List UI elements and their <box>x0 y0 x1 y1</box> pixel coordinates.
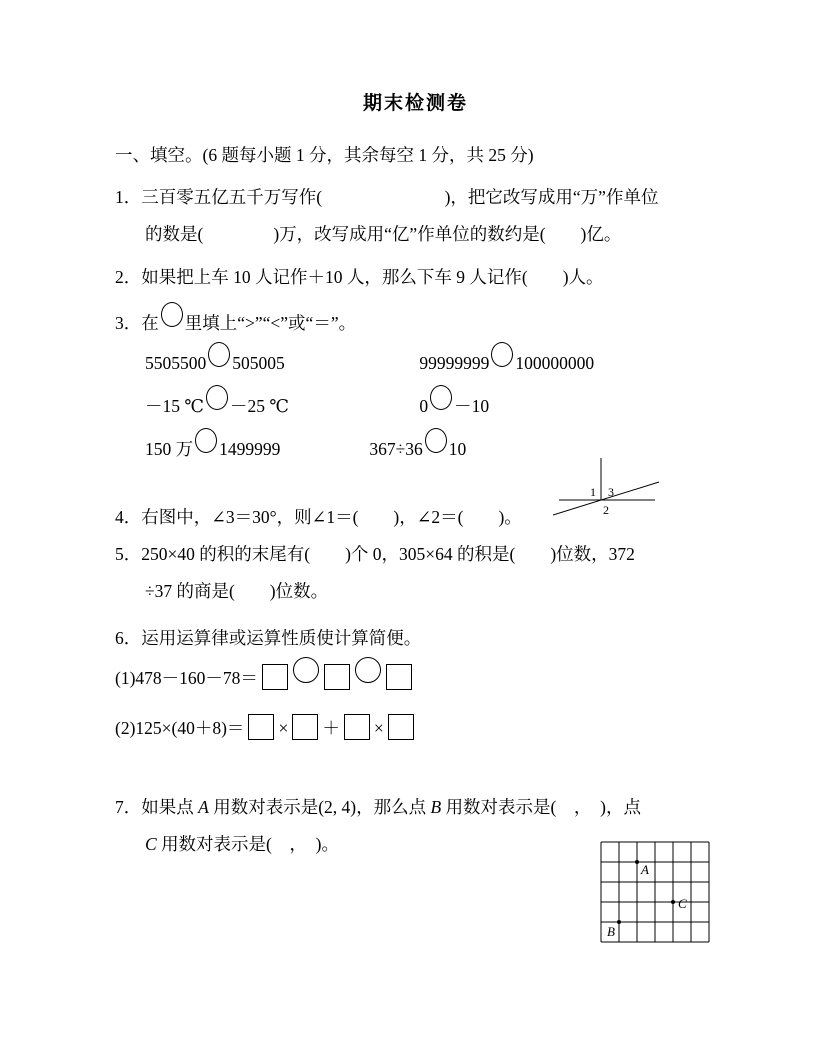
angle-figure <box>553 452 661 528</box>
q3-row1-left <box>145 342 415 385</box>
q3-r3-ra: 367÷36 <box>369 439 423 459</box>
q1-line2: 的数是( )万，改写成用“亿”作单位的数约是( )亿。 <box>145 224 622 244</box>
grid-point-c-label: C <box>678 896 687 911</box>
point-c-label: C <box>145 834 157 854</box>
compare-circle-blank <box>208 342 230 367</box>
grid-lines <box>601 842 709 942</box>
q2-line1: 2．如果把上车 10 人记作＋10 人，那么下车 9 人记作( )人。 <box>115 267 604 287</box>
q7-seg1: 7．如果点 <box>115 797 199 817</box>
operator-circle <box>293 657 319 683</box>
q1-line1: 1．三百零五亿五千万写作( )，把它改写成用“万”作单位 <box>115 187 659 207</box>
compare-circle-blank <box>206 385 228 410</box>
q3-intro-text-b: 里填上“>”“<”或“＝”。 <box>184 313 357 333</box>
q3-row-1 <box>145 342 716 385</box>
q3-row3-left <box>145 428 365 471</box>
q3-r1-ra: 99999999 <box>419 353 490 373</box>
q3-r1-lb: 505005 <box>232 353 285 373</box>
question-1 <box>115 179 716 253</box>
q6-expression-2 <box>115 707 716 749</box>
q7-seg2: 用数对表示是(2, 4)，那么点 <box>208 797 431 817</box>
q3-r3-rb: 10 <box>448 439 467 459</box>
compare-circle-blank <box>195 428 217 453</box>
point-a-label: A <box>198 797 209 817</box>
q6-heading: 6．运用运算律或运算性质使计算简便。 <box>115 628 422 648</box>
q6-expr2-op3: × <box>373 718 384 738</box>
q3-r3-la: 150 万 <box>145 439 194 459</box>
q6-expression-1 <box>115 657 716 699</box>
q7-seg3: 用数对表示是( ， )，点 <box>441 797 641 817</box>
q3-intro-text-a: 3．在 <box>115 313 159 333</box>
q3-r3-lb: 1499999 <box>219 439 281 459</box>
q3-row2-left <box>145 385 415 428</box>
question-3 <box>115 302 716 471</box>
section-heading: 一、填空。(6 题每小题 1 分，其余每空 1 分，共 25 分) <box>115 145 534 165</box>
q3-intro <box>115 302 716 342</box>
q5-line2: ÷37 的商是( )位数。 <box>145 581 329 601</box>
grid-point-b-label: B <box>607 924 615 939</box>
answer-box <box>324 664 350 690</box>
answer-box <box>344 714 370 740</box>
q6-expr2-prefix: (2)125×(40＋8)＝ <box>115 718 245 738</box>
coordinate-grid-figure <box>598 840 712 946</box>
q3-row2-right <box>419 396 489 416</box>
q3-row3-right <box>369 439 466 459</box>
angle-2-label: 2 <box>603 503 609 517</box>
compare-circle-blank <box>430 385 452 410</box>
compare-circle-blank <box>161 302 183 327</box>
q7-line2-rest: 用数对表示是( ， )。 <box>156 834 339 854</box>
q3-r1-la: 5505500 <box>145 353 207 373</box>
q3-r2-ra: 0 <box>419 396 429 416</box>
answer-box <box>388 714 414 740</box>
q3-row1-right <box>419 353 594 373</box>
q3-r1-rb: 100000000 <box>515 353 595 373</box>
q4-line1: 4．右图中，∠3＝30°，则∠1＝( )，∠2＝( )。 <box>115 507 522 527</box>
operator-circle <box>355 657 381 683</box>
q3-r2-lb: －25 ℃ <box>229 396 289 416</box>
q3-r2-la: －15 ℃ <box>145 396 204 416</box>
point-b-label: B <box>430 797 442 817</box>
point-b-dot <box>617 920 621 924</box>
point-a-dot <box>635 860 639 864</box>
answer-box <box>292 714 318 740</box>
q5-line1: 5．250×40 的积的末尾有( )个 0，305×64 的积是( )位数，372 <box>115 544 635 564</box>
question-6 <box>115 620 716 749</box>
q3-row-2 <box>145 385 716 428</box>
grid-point-a-label: A <box>641 862 649 877</box>
angle-1-label: 1 <box>590 485 596 499</box>
question-2 <box>115 259 716 296</box>
q6-expr2-op2: ＋ <box>322 718 340 738</box>
answer-box <box>248 714 274 740</box>
question-5 <box>115 536 716 610</box>
compare-circle-blank <box>491 342 513 367</box>
answer-box <box>386 664 412 690</box>
q7-line1 <box>115 789 716 826</box>
q6-expr1-prefix: (1)478－160－78＝ <box>115 668 258 688</box>
answer-box <box>262 664 288 690</box>
compare-circle-blank <box>425 428 447 453</box>
point-c-dot <box>671 900 675 904</box>
q6-expr2-op1: × <box>278 718 289 738</box>
angle-3-label: 3 <box>608 485 614 499</box>
q3-r2-rb: －10 <box>454 396 490 416</box>
page-title: 期末检测卷 <box>362 93 468 114</box>
